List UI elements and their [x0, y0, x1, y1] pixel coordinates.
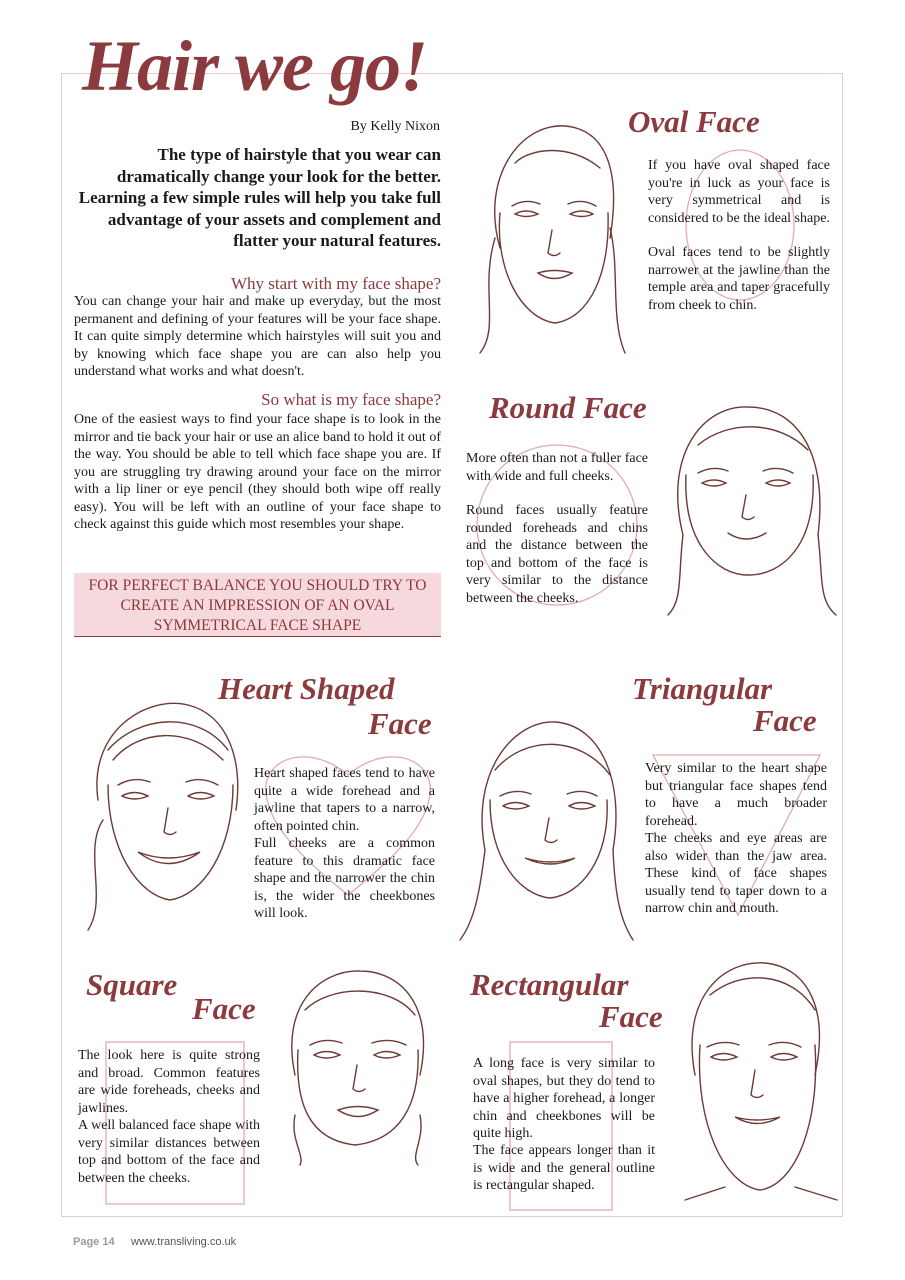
heart-face-heading-1: Heart Shaped: [218, 671, 395, 706]
square-face-heading-2: Face: [192, 991, 256, 1026]
oval-face-text-1: If you have oval shaped face you're in luck as your face is very symmetrical and is considered to be the ideal shape.: [648, 158, 830, 226]
callout-box: FOR PERFECT BALANCE YOU SHOULD TRY TO CREATE AN IMPRESSION OF AN OVAL SYMMETRICAL FACE SHAPE: [74, 573, 441, 637]
section-body-why: You can change your hair and make up everyday, but the most permanent and defining of your features will be your face shape. It can quite simply determine which hairstyles will suit you and by knowing which face shape you are can also help you understand what works and what doesn't.: [74, 294, 441, 379]
heart-face-text-2: Full cheeks are a common feature to this dramatic face shape and the narrower the chin is, the wider the cheekbones will look.: [254, 836, 435, 921]
footer-url: www.transliving.co.uk: [131, 1236, 237, 1248]
triangular-face-illustration: [455, 700, 635, 945]
triangular-face-heading-1: Triangular: [632, 671, 773, 706]
byline: By Kelly Nixon: [350, 119, 440, 134]
triangular-face-heading-2: Face: [753, 703, 817, 738]
square-face-heading-1: Square: [86, 967, 178, 1002]
rectangular-face-text-2: The face appears longer than it is wide and the general outline is rectangular shaped.: [473, 1143, 655, 1193]
rectangular-face-heading-2: Face: [599, 999, 663, 1034]
rectangular-face-heading-1: Rectangular: [470, 967, 629, 1002]
section-body-what: One of the easiest ways to find your face shape is to look in the mirror and tie back your hair or use an alice band to hold it out of the way. You should be able to tell which face shape you are. If you are struggling try drawing around your face on the mirror with a lip liner or eye pencil (they should both wipe off really easy). You will be left with an outline of your face shape to check against this guide which most resembles your shape.: [74, 412, 441, 532]
round-face-text-1: More often than not a fuller face with wide and full cheeks.: [466, 451, 648, 484]
heart-face-heading-2: Face: [368, 706, 432, 741]
round-face-text-2: Round faces usually feature rounded foreheads and chins and the distance between the top and bottom of the face is very similar to the distance between the cheeks.: [466, 503, 648, 606]
page-number: Page 14: [73, 1236, 115, 1248]
oval-face-heading: Oval Face: [628, 104, 760, 139]
intro-paragraph: The type of hairstyle that you wear can dramatically change your look for the better. Learning a few simple rules will help you take full advantage of your assets and complement and flatter your natural features.: [78, 145, 441, 250]
oval-face-text-2: Oval faces tend to be slightly narrower at the jawline than the temple area and taper gracefully from cheek to chin.: [648, 245, 830, 313]
round-face-heading: Round Face: [489, 390, 647, 425]
oval-face-illustration: [460, 118, 640, 358]
triangular-face-text-2: The cheeks and eye areas are also wider than the jaw area. These kind of face shapes usually tend to taper down to a narrow chin and mouth.: [645, 831, 827, 916]
square-face-text-1: The look here is quite strong and broad. Common features are wide foreheads, cheeks and jawlines.: [78, 1048, 260, 1116]
heart-face-text-1: Heart shaped faces tend to have quite a wide forehead and a jawline that tapers to a narrow, often pointed chin.: [254, 766, 435, 834]
heart-face-illustration: [78, 690, 258, 950]
triangular-face-text-1: Very similar to the heart shape but triangular face shapes tend to have a much broader forehead.: [645, 761, 827, 829]
square-face-illustration: [270, 965, 445, 1170]
page-title: Hair we go!: [82, 26, 428, 106]
section-heading-what: So what is my face shape?: [261, 390, 441, 409]
section-heading-why: Why start with my face shape?: [230, 274, 441, 293]
round-face-illustration: [658, 385, 838, 620]
square-face-text-2: A well balanced face shape with very similar distances between top and bottom of the face and between the cheeks.: [78, 1118, 260, 1186]
rectangular-face-illustration: [665, 955, 840, 1205]
rectangular-face-text-1: A long face is very similar to oval shapes, but they do tend to have a higher forehead, a longer chin and cheekbones will be quite high.: [473, 1056, 655, 1141]
